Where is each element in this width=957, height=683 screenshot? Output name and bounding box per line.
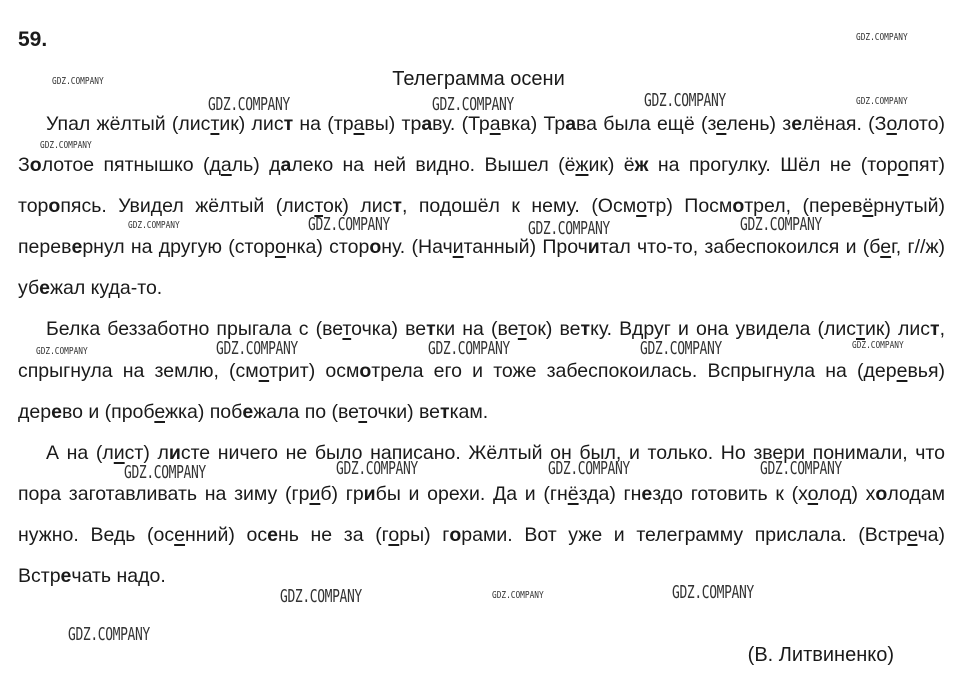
bold-letter: о xyxy=(48,195,61,218)
underlined-letter: а xyxy=(489,113,501,135)
bold-letter: е xyxy=(242,400,254,423)
bold-letter: е xyxy=(641,482,653,505)
underlined-letter: т xyxy=(358,400,368,423)
text-body xyxy=(18,104,945,597)
watermark: GDZ.COMPANY xyxy=(40,140,92,151)
watermark: GDZ.COMPANY xyxy=(308,214,390,235)
watermark: GDZ.COMPANY xyxy=(672,582,754,603)
paragraph-1: Упал жёлтый (листик) лист на (травы) траву. (Травка) Трава была ещё (зелень) зелёная. (Золото) Золотое пятнышко (даль) далеко на ней видно. Вышел (ёжик) ёж на прогулку. Шёл не (торопят) торопясь. Увидел жёлтый (листок) лист, подошёл к нему. (Осмотр) Посмотрел, (перевёрнутый) перевернул на другую (сторонка) сторону. (Начитанный) Прочитал что-то, забеспокоился и (бег, г//ж) убежал куда-то. xyxy=(18,113,945,300)
watermark: GDZ.COMPANY xyxy=(36,346,88,357)
underlined-letter: т xyxy=(342,318,352,341)
watermark: GDZ.COMPANY xyxy=(492,590,544,601)
bold-letter: о xyxy=(369,236,382,259)
underlined-letter: и xyxy=(452,236,464,259)
bold-letter: е xyxy=(791,113,803,135)
bold-letter: е xyxy=(267,523,278,546)
watermark: GDZ.COMPANY xyxy=(640,338,722,359)
bold-letter: е xyxy=(51,400,62,423)
watermark: GDZ.COMPANY xyxy=(856,96,908,107)
bold-letter: е xyxy=(39,277,50,300)
underlined-letter: е xyxy=(880,236,892,259)
underlined-letter: и xyxy=(113,441,125,464)
underlined-letter: и xyxy=(309,482,321,505)
paragraph-3: А на (лист) листе ничего не было написано. Жёлтый он был, и только. Но звери понимали, что пора заготавливать на зиму (гриб) грибы и орехи. Да и (гнёзда) гнездо готовить к (холод) холодам нужно. Ведь (осенний) осень не за (горы) горами. Вот уже и телеграмму прислала. (Встреча) Встречать надо. xyxy=(18,441,945,588)
watermark: GDZ.COMPANY xyxy=(644,90,726,111)
bold-letter: а xyxy=(565,113,577,135)
bold-letter: т xyxy=(283,113,294,135)
watermark: GDZ.COMPANY xyxy=(856,32,908,43)
watermark: GDZ.COMPANY xyxy=(428,338,510,359)
bold-letter: и xyxy=(363,482,376,505)
watermark: GDZ.COMPANY xyxy=(68,624,150,645)
underlined-letter: ё xyxy=(862,195,874,218)
bold-letter: о xyxy=(29,154,42,177)
watermark: GDZ.COMPANY xyxy=(336,458,418,479)
underlined-letter: т xyxy=(517,318,527,341)
bold-letter: о xyxy=(875,482,888,505)
bold-letter: а xyxy=(280,154,292,177)
bold-letter: о xyxy=(732,195,745,218)
underlined-letter: е xyxy=(907,523,918,546)
bold-letter: е xyxy=(60,565,72,588)
watermark: GDZ.COMPANY xyxy=(280,586,362,607)
underlined-letter: о xyxy=(636,195,647,218)
watermark: GDZ.COMPANY xyxy=(852,340,904,351)
bold-letter: е xyxy=(71,236,83,259)
paragraph-2: Белка беззаботно прыгала с (веточка) ветки на (веток) ветку. Вдруг и она увидела (листик) лист, спрыгнула на землю, (смотрит) осмотрела его и тоже забеспокоилась. Вспрыгнула на (деревья) дерево и (пробежка) побежала по (веточки) веткам. xyxy=(18,318,946,423)
watermark: GDZ.COMPANY xyxy=(432,94,514,115)
bold-letter: т xyxy=(440,400,450,423)
underlined-letter: т xyxy=(856,318,865,341)
watermark: GDZ.COMPANY xyxy=(548,458,630,479)
watermark: GDZ.COMPANY xyxy=(760,458,842,479)
underlined-letter: е xyxy=(896,359,908,382)
underlined-letter: е xyxy=(154,400,165,423)
underlined-letter: е xyxy=(174,523,186,546)
underlined-letter: ж xyxy=(575,154,589,177)
bold-letter: т xyxy=(426,318,436,341)
bold-letter: т xyxy=(392,195,402,218)
underlined-letter: о xyxy=(258,359,270,382)
bold-letter: о xyxy=(359,359,372,382)
bold-letter: а xyxy=(421,113,433,135)
underlined-letter: о xyxy=(897,154,909,177)
author-attribution: (В. Литвиненко) xyxy=(747,644,894,666)
text-title: Телеграмма осени xyxy=(392,68,565,90)
watermark: GDZ.COMPANY xyxy=(52,76,104,87)
bold-letter: т xyxy=(580,318,591,341)
watermark: GDZ.COMPANY xyxy=(128,220,180,231)
watermark: GDZ.COMPANY xyxy=(124,462,206,483)
bold-letter: ж xyxy=(634,154,649,177)
underlined-letter: а xyxy=(353,113,365,135)
underlined-letter: о xyxy=(886,113,897,135)
underlined-letter: е xyxy=(716,113,727,135)
bold-letter: и xyxy=(587,236,600,259)
watermark: GDZ.COMPANY xyxy=(528,218,610,239)
underlined-letter: т xyxy=(210,113,220,135)
bold-letter: т xyxy=(930,318,940,341)
bold-letter: и xyxy=(168,441,181,464)
underlined-letter: о xyxy=(274,236,286,259)
underlined-letter: т xyxy=(314,195,324,218)
underlined-letter: а xyxy=(220,154,232,177)
bold-letter: о xyxy=(449,523,462,546)
underlined-letter: ё xyxy=(567,482,579,505)
underlined-letter: о xyxy=(807,482,819,505)
watermark: GDZ.COMPANY xyxy=(740,214,822,235)
watermark: GDZ.COMPANY xyxy=(216,338,298,359)
underlined-letter: о xyxy=(388,523,400,546)
exercise-number: 59. xyxy=(18,28,48,51)
watermark: GDZ.COMPANY xyxy=(208,94,290,115)
